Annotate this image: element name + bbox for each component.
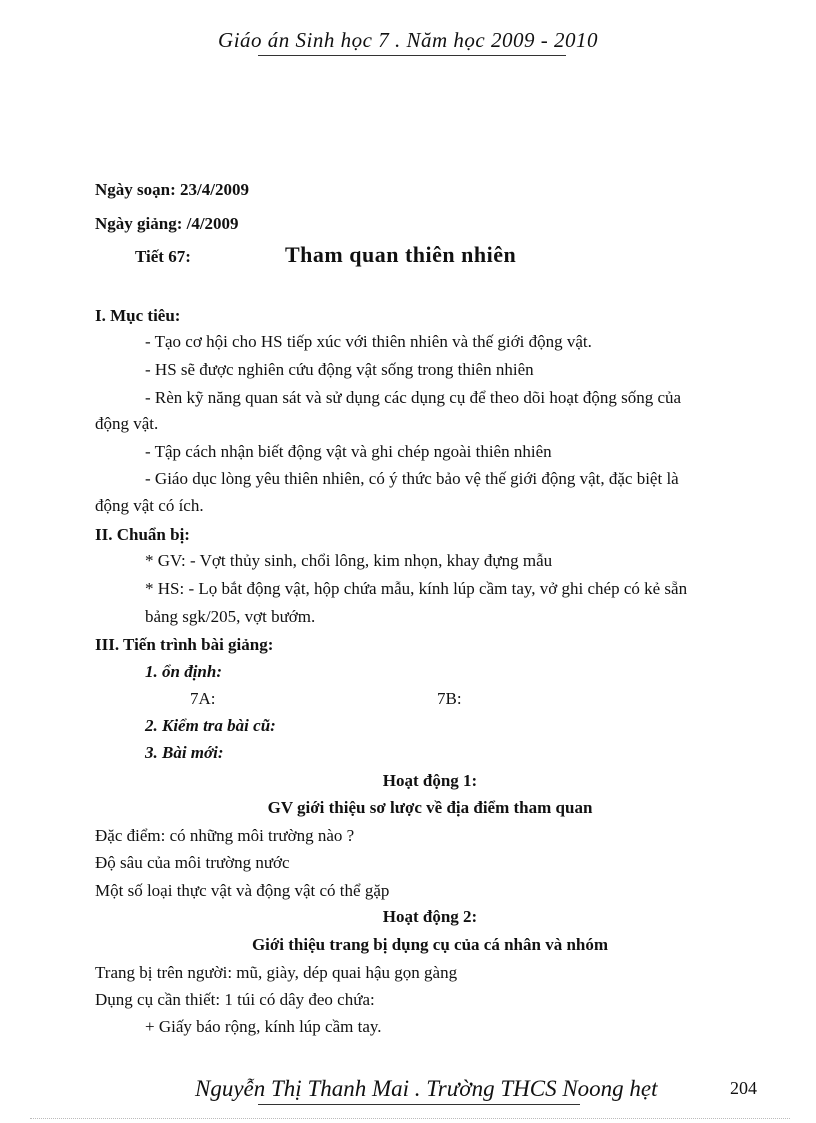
page-bottom-border [30, 1118, 790, 1119]
preparation-line: bảng sgk/205, vợt bướm. [145, 607, 316, 626]
activity-1-title: GV giới thiệu sơ lược về địa điểm tham quan [267, 798, 593, 817]
section-procedure-heading: III. Tiến trình bài giảng: [95, 635, 274, 654]
activity-1-line: Độ sâu của môi trường nước [95, 853, 290, 872]
activity-1-label: Hoạt động 1: [382, 771, 478, 790]
objective-line: - Tạo cơ hội cho HS tiếp xúc với thiên nhiên và thế giới động vật. [145, 332, 592, 351]
date-prepared: Ngày soạn: 23/4/2009 [95, 180, 249, 199]
step-new-lesson: 3. Bài mới: [145, 743, 224, 762]
page-number: 204 [730, 1078, 757, 1098]
page-footer: Nguyễn Thị Thanh Mai . Trường THCS Noong hẹt [195, 1076, 658, 1101]
footer-underline [258, 1104, 580, 1105]
objective-line: - Giáo dục lòng yêu thiên nhiên, có ý thức bảo vệ thế giới động vật, đặc biệt là [145, 469, 679, 488]
lesson-number: Tiết 67: [135, 247, 191, 266]
step-review: 2. Kiểm tra bài cũ: [145, 716, 276, 735]
objective-line: - Rèn kỹ năng quan sát và sử dụng các dụng cụ để theo dõi hoạt động sống của [145, 388, 682, 407]
date-taught: Ngày giảng: /4/2009 [95, 214, 239, 233]
activity-2-line: Trang bị trên người: mũ, giày, dép quai hậu gọn gàng [95, 963, 458, 982]
class-7a: 7A: [190, 689, 216, 708]
objective-line: - Tập cách nhận biết động vật và ghi chép ngoài thiên nhiên [145, 442, 552, 461]
activity-1-line: Đặc điểm: có những môi trường nào ? [95, 826, 355, 845]
activity-2-title: Giới thiệu trang bị dụng cụ của cá nhân và nhóm [251, 935, 609, 954]
objective-line: động vật có ích. [95, 496, 204, 515]
section-objectives-heading: I. Mục tiêu: [95, 306, 181, 325]
class-7b: 7B: [437, 689, 462, 708]
section-preparation-heading: II. Chuẩn bị: [95, 525, 190, 544]
objective-line: - HS sẽ được nghiên cứu động vật sống trong thiên nhiên [145, 360, 534, 379]
preparation-line: * HS: - Lọ bắt động vật, hộp chứa mẫu, kính lúp cầm tay, vở ghi chép có kẻ sẵn [145, 579, 688, 598]
lesson-title: Tham quan thiên nhiên [285, 242, 517, 267]
activity-2-line: + Giấy báo rộng, kính lúp cầm tay. [145, 1017, 382, 1036]
activity-1-line: Một số loại thực vật và động vật có thể gặp [95, 881, 390, 900]
page-header: Giáo án Sinh học 7 . Năm học 2009 - 2010 [218, 28, 598, 52]
step-stabilize: 1. ổn định: [145, 662, 222, 681]
header-underline [258, 55, 566, 56]
activity-2-label: Hoạt động 2: [382, 907, 478, 926]
preparation-line: * GV: - Vợt thủy sinh, chổi lông, kim nhọn, khay đựng mẫu [145, 551, 553, 570]
activity-2-line: Dụng cụ cần thiết: 1 túi có dây đeo chứa: [95, 990, 375, 1009]
objective-line: động vật. [95, 414, 159, 433]
